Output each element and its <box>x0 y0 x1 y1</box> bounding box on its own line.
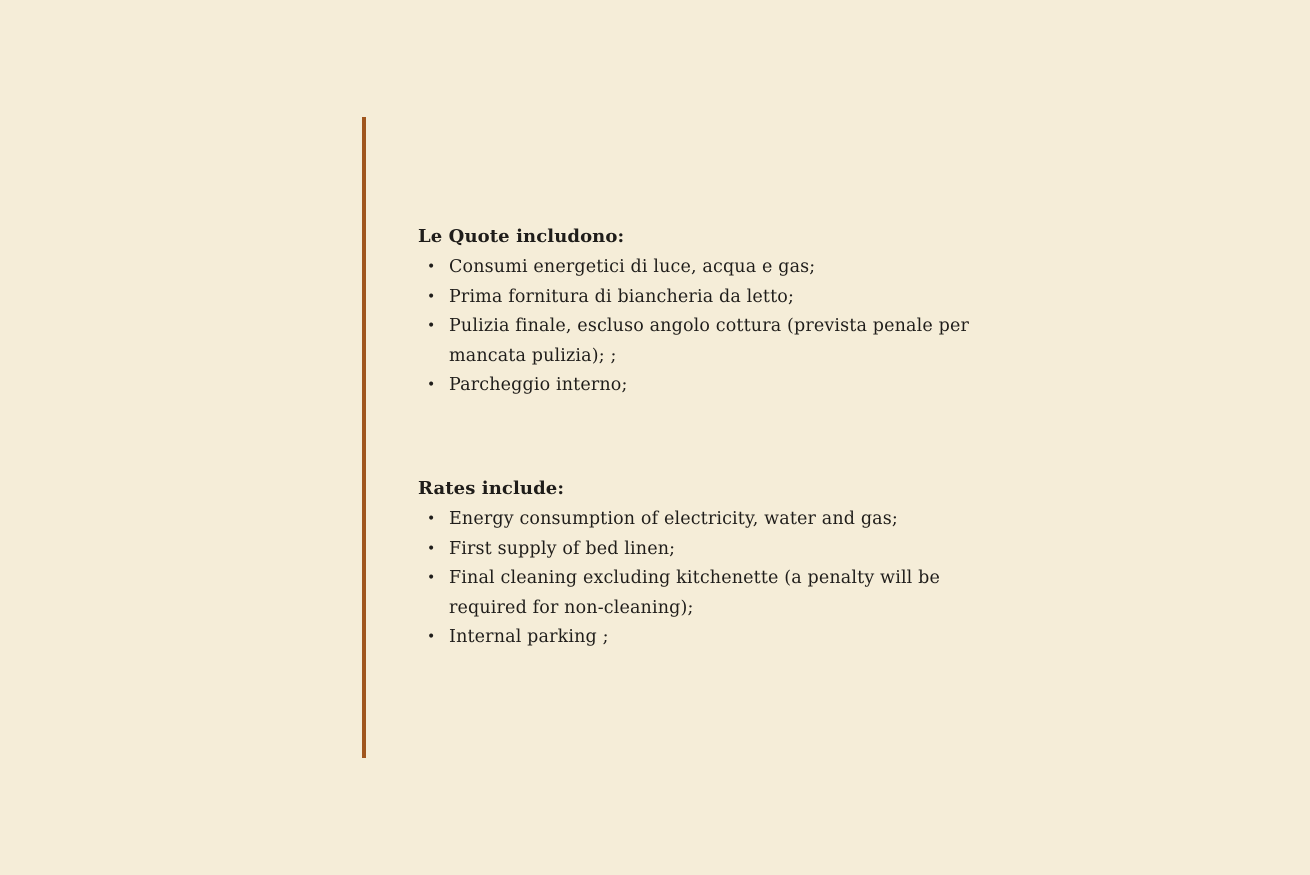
list-item-text: First supply of bed linen; <box>449 538 676 559</box>
bullet-icon: • <box>427 570 436 586</box>
bullet-icon: • <box>427 629 436 645</box>
vertical-accent-bar <box>362 117 366 758</box>
list-item <box>418 623 994 653</box>
english-included-list <box>418 505 1018 653</box>
list-item-text: Consumi energetici di luce, acqua e gas; <box>449 257 816 277</box>
list-item-text: Internal parking ; <box>449 627 609 647</box>
italian-rates-section <box>418 224 1018 401</box>
bullet-icon: • <box>427 377 436 393</box>
italian-section-title: Le Quote includono: <box>418 226 625 247</box>
italian-included-list <box>418 253 1018 401</box>
english-section-title: Rates include: <box>418 478 565 499</box>
bullet-icon: • <box>427 511 436 527</box>
bullet-icon: • <box>427 288 436 305</box>
list-item <box>418 505 994 535</box>
list-item <box>418 535 994 565</box>
list-item-text: Energy consumption of electricity, water and gas; <box>449 509 898 529</box>
list-item-text: Parcheggio interno; <box>449 375 628 395</box>
list-item <box>418 564 994 623</box>
list-item <box>418 371 994 401</box>
bullet-icon: • <box>427 318 436 334</box>
bullet-icon: • <box>427 259 436 275</box>
bullet-icon: • <box>427 540 436 557</box>
list-item-text: Pulizia finale, escluso angolo cottura (prevista penale per mancata pulizia); ; <box>449 316 969 366</box>
list-item <box>418 283 994 313</box>
list-item-text: Final cleaning excluding kitchenette (a penalty will be required for non-cleaning); <box>449 568 941 618</box>
english-rates-section <box>418 476 1018 653</box>
list-item-text: Prima fornitura di biancheria da letto; <box>449 286 794 307</box>
list-item <box>418 253 994 283</box>
list-item <box>418 312 994 371</box>
